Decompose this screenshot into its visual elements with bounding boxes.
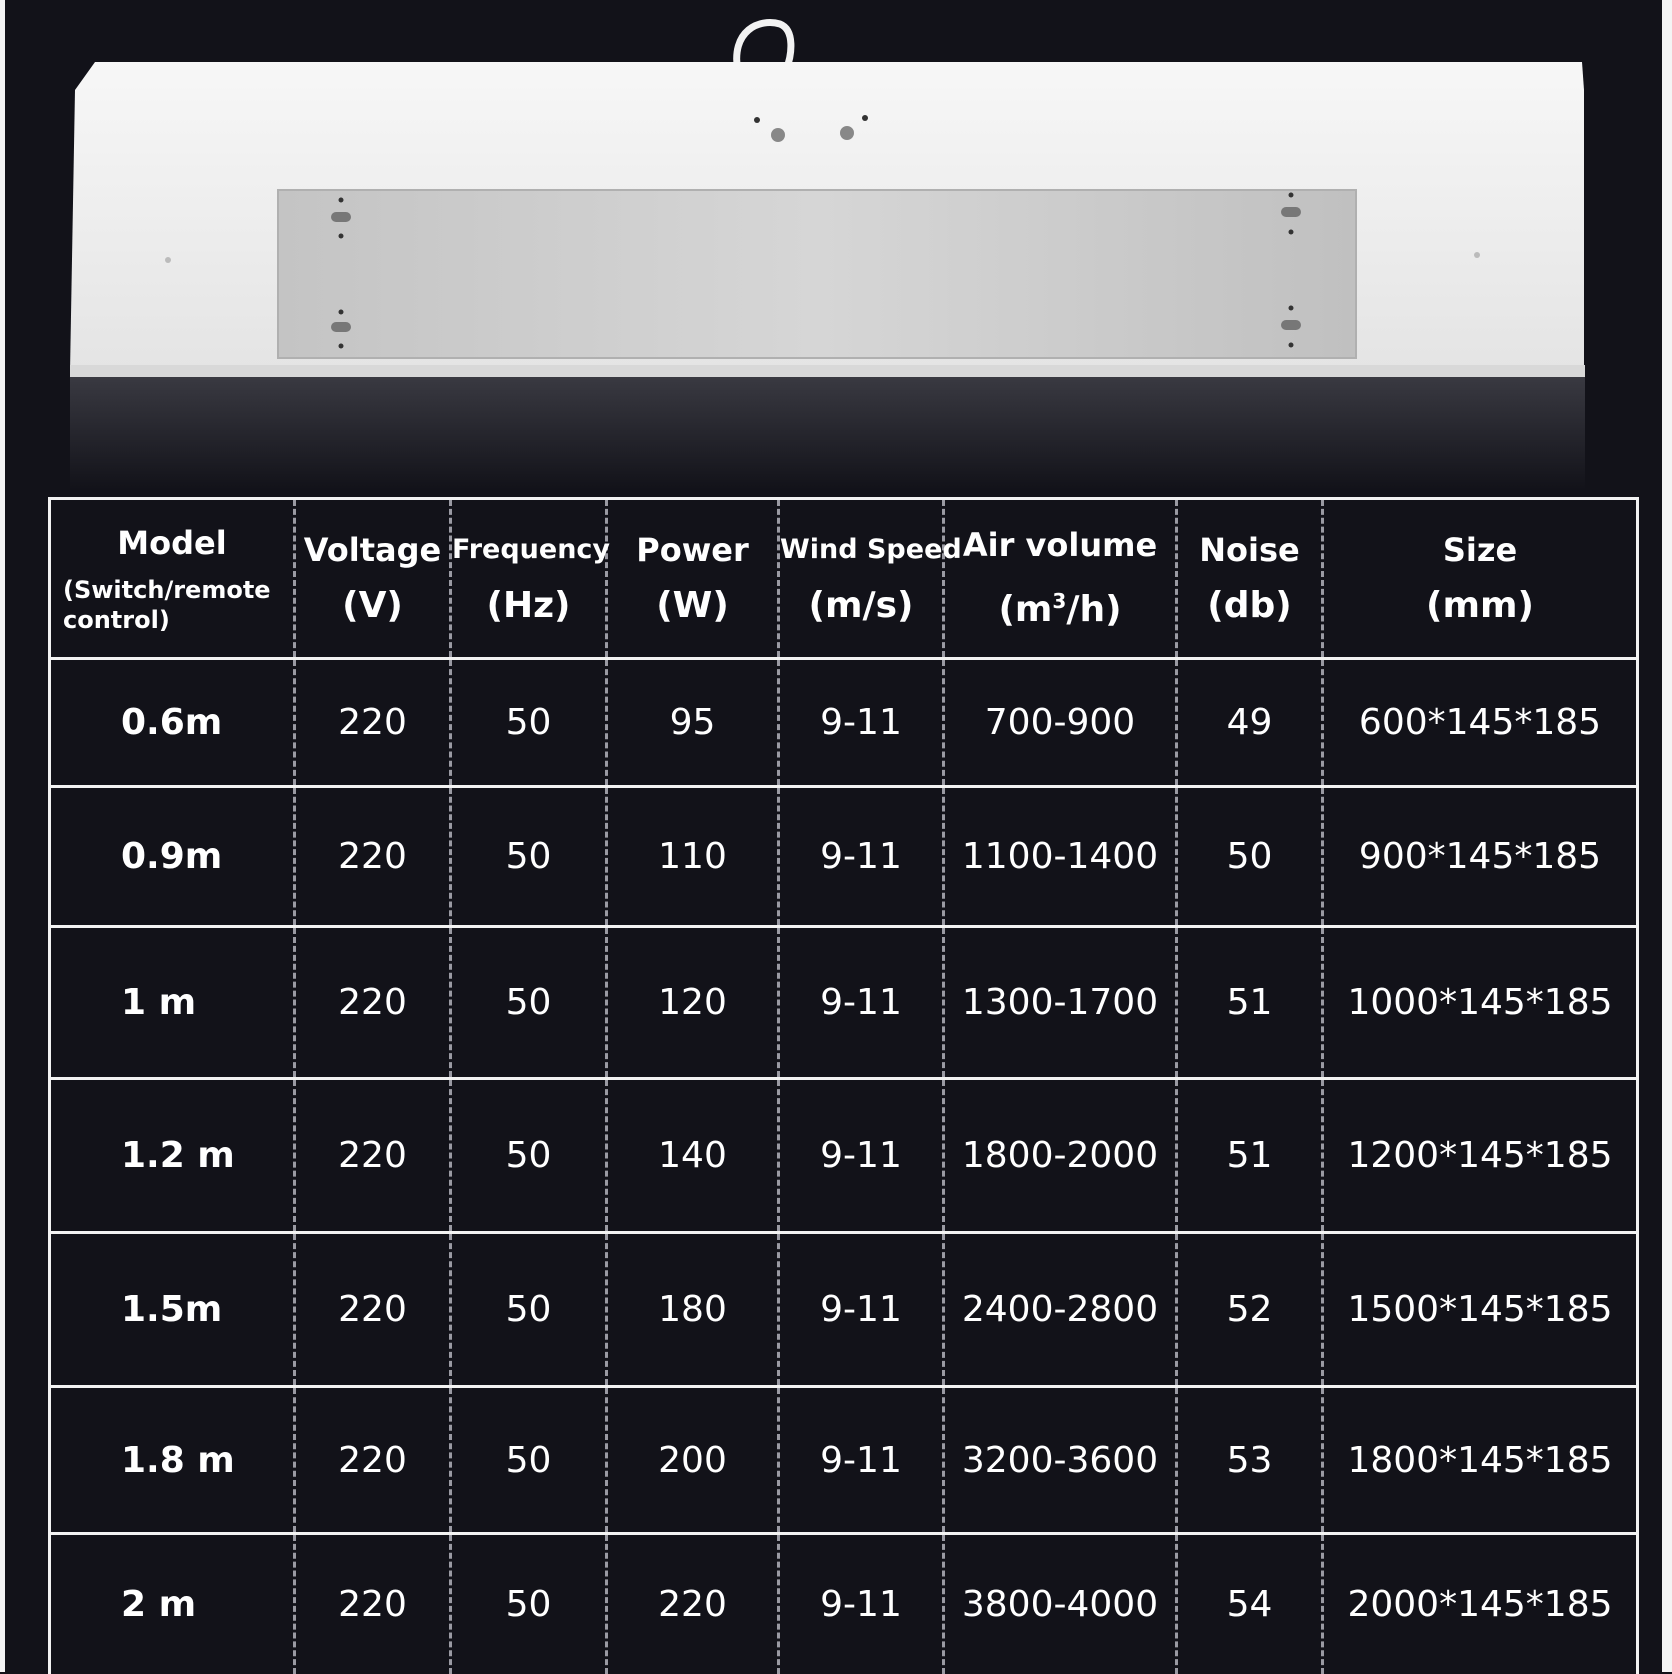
voltage-cell: 220 bbox=[295, 1534, 451, 1674]
air-volume-cell: 2400-2800 bbox=[944, 1233, 1177, 1387]
unit-bottom-edge bbox=[70, 365, 1585, 377]
voltage-cell: 220 bbox=[295, 1233, 451, 1387]
noise-cell: 51 bbox=[1177, 1079, 1323, 1233]
header-frequency-label: Frequency bbox=[452, 533, 611, 565]
plate-slot bbox=[331, 212, 351, 222]
header-model-label: Model bbox=[117, 523, 227, 562]
air-volume-cell: 700-900 bbox=[944, 659, 1177, 787]
plate-slot bbox=[1281, 207, 1301, 217]
header-voltage bbox=[295, 499, 451, 659]
table-row bbox=[50, 1534, 1638, 1674]
header-model bbox=[50, 499, 295, 659]
air-volume-cell: 3800-4000 bbox=[944, 1534, 1177, 1674]
model-cell: 1.8 m bbox=[121, 1439, 235, 1481]
power-cell: 180 bbox=[607, 1233, 779, 1387]
header-noise-label: Noise bbox=[1199, 530, 1300, 569]
wind-speed-cell: 9-11 bbox=[779, 927, 944, 1079]
frequency-cell: 50 bbox=[451, 927, 607, 1079]
size-cell: 2000*145*185 bbox=[1323, 1534, 1638, 1674]
header-air-volume-label: Air volume bbox=[962, 526, 1158, 564]
air-volume-cell: 1800-2000 bbox=[944, 1079, 1177, 1233]
header-voltage-label: Voltage bbox=[303, 530, 442, 569]
wind-speed-cell: 9-11 bbox=[779, 1534, 944, 1674]
voltage-cell: 220 bbox=[295, 1079, 451, 1233]
table-row bbox=[50, 1233, 1638, 1387]
header-frequency bbox=[451, 499, 611, 659]
model-cell: 0.6m bbox=[121, 702, 223, 743]
air-curtain-product-image bbox=[0, 0, 1672, 495]
plate-slot bbox=[331, 322, 351, 332]
header-frequency-unit: (Hz) bbox=[486, 584, 571, 626]
wind-speed-cell: 9-11 bbox=[779, 1079, 944, 1233]
header-wind-speed-label: Wind Speed bbox=[780, 533, 962, 565]
frequency-cell: 50 bbox=[451, 1534, 607, 1674]
header-power-label: Power bbox=[636, 530, 749, 569]
noise-cell: 49 bbox=[1177, 659, 1323, 787]
header-row bbox=[50, 499, 1638, 659]
wind-speed-cell: 9-11 bbox=[779, 1387, 944, 1534]
voltage-cell: 220 bbox=[295, 787, 451, 927]
table-row bbox=[50, 787, 1638, 927]
header-air-volume-unit: $(m^3/h)$ bbox=[998, 589, 1122, 630]
noise-cell: 51 bbox=[1177, 927, 1323, 1079]
noise-cell: 50 bbox=[1177, 787, 1323, 927]
frequency-cell: 50 bbox=[451, 1233, 607, 1387]
wind-speed-cell: 9-11 bbox=[779, 1233, 944, 1387]
model-cell: 0.9m bbox=[121, 836, 223, 877]
frequency-cell: 50 bbox=[451, 659, 607, 787]
noise-cell: 52 bbox=[1177, 1233, 1323, 1387]
power-cell: 220 bbox=[607, 1534, 779, 1674]
noise-cell: 54 bbox=[1177, 1534, 1323, 1674]
model-cell: 1 m bbox=[121, 982, 197, 1023]
noise-cell: 53 bbox=[1177, 1387, 1323, 1534]
header-air-volume bbox=[944, 499, 1177, 659]
power-cell: 95 bbox=[607, 659, 779, 787]
voltage-cell: 220 bbox=[295, 659, 451, 787]
header-size bbox=[1323, 499, 1638, 659]
power-cell: 120 bbox=[607, 927, 779, 1079]
spec-table bbox=[48, 497, 1639, 1674]
power-cell: 110 bbox=[607, 787, 779, 927]
reflection bbox=[70, 375, 1585, 490]
air-volume-cell: 3200-3600 bbox=[944, 1387, 1177, 1534]
header-wind-speed bbox=[779, 499, 962, 659]
model-cell: 2 m bbox=[121, 1583, 197, 1625]
power-cell: 140 bbox=[607, 1079, 779, 1233]
header-size-unit: (mm) bbox=[1426, 584, 1534, 626]
voltage-cell: 220 bbox=[295, 1387, 451, 1534]
frequency-cell: 50 bbox=[451, 787, 607, 927]
size-cell: 1800*145*185 bbox=[1323, 1387, 1638, 1534]
header-noise bbox=[1177, 499, 1323, 659]
header-power-unit: (W) bbox=[656, 584, 729, 626]
header-model-sub: (Switch/remote control) bbox=[63, 575, 271, 634]
size-cell: 900*145*185 bbox=[1323, 787, 1638, 927]
size-cell: 1200*145*185 bbox=[1323, 1079, 1638, 1233]
header-wind-speed-unit: (m/s) bbox=[808, 584, 914, 626]
air-curtain-illustration bbox=[0, 0, 1672, 495]
voltage-cell: 220 bbox=[295, 927, 451, 1079]
air-volume-cell: 1300-1700 bbox=[944, 927, 1177, 1079]
table-row bbox=[50, 1079, 1638, 1233]
size-cell: 1500*145*185 bbox=[1323, 1233, 1638, 1387]
table-row bbox=[50, 659, 1638, 787]
model-cell: 1.2 m bbox=[121, 1135, 235, 1176]
size-cell: 600*145*185 bbox=[1323, 659, 1638, 787]
header-noise-unit: (db) bbox=[1207, 584, 1292, 626]
wind-speed-cell: 9-11 bbox=[779, 659, 944, 787]
power-cell: 200 bbox=[607, 1387, 779, 1534]
size-cell: 1000*145*185 bbox=[1323, 927, 1638, 1079]
header-voltage-unit: (V) bbox=[342, 584, 403, 626]
air-volume-cell: 1100-1400 bbox=[944, 787, 1177, 927]
header-power bbox=[607, 499, 779, 659]
frequency-cell: 50 bbox=[451, 1079, 607, 1233]
table-row bbox=[50, 927, 1638, 1079]
table-row bbox=[50, 1387, 1638, 1534]
header-size-label: Size bbox=[1442, 530, 1518, 569]
mounting-plate bbox=[278, 190, 1356, 358]
wind-speed-cell: 9-11 bbox=[779, 787, 944, 927]
screw bbox=[771, 128, 785, 142]
frequency-cell: 50 bbox=[451, 1387, 607, 1534]
model-cell: 1.5m bbox=[121, 1289, 223, 1330]
screw bbox=[840, 126, 854, 140]
plate-slot bbox=[1281, 320, 1301, 330]
